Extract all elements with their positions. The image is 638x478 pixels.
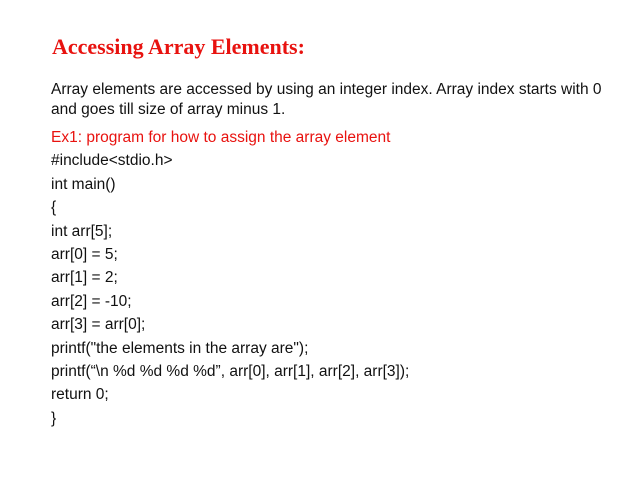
code-line: } (51, 409, 57, 427)
code-line: arr[3] = arr[0]; (51, 316, 146, 334)
example-heading: Ex1: program for how to assign the array element (51, 129, 391, 146)
code-line: return 0; (51, 386, 109, 404)
code-line: int arr[5]; (51, 222, 113, 240)
code-line: arr[1] = 2; (51, 269, 118, 287)
code-line: { (51, 199, 57, 217)
slide-title: Accessing Array Elements: (52, 34, 305, 59)
intro-paragraph: Array elements are accessed by using an integer index. Array index starts with 0 and goes till size of array minus 1. (51, 81, 602, 118)
content-lines (51, 126, 611, 430)
code-line: int main() (51, 175, 116, 193)
code-line: arr[2] = -10; (51, 292, 132, 310)
code-line: printf(“\n %d %d %d %d”, arr[0], arr[1], arr[2], arr[3]); (51, 362, 410, 380)
code-line: printf("the elements in the array are"); (51, 339, 309, 357)
slide-body (51, 80, 611, 430)
code-line: arr[0] = 5; (51, 245, 118, 263)
code-line: #include<stdio.h> (51, 152, 173, 170)
